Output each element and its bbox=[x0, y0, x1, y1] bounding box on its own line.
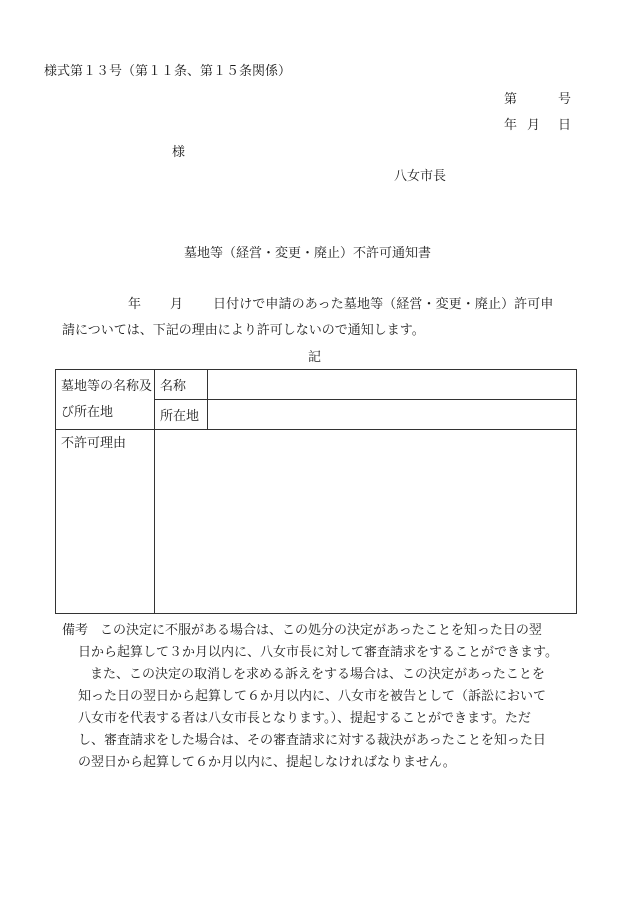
detail-table bbox=[55, 369, 577, 614]
remarks-line-7: の翌日から起算して６か月以内に、提起しなければなりません。 bbox=[78, 755, 456, 770]
body-text-line2: 請については、下記の理由により許可しないので通知します。 bbox=[62, 323, 425, 338]
document-title: 墓地等（経営・変更・廃止）不許可通知書 bbox=[184, 246, 432, 261]
remarks-line-2: 日から起算して３か月以内に、八女市長に対して審査請求をすることができます。 bbox=[78, 645, 558, 660]
remarks-line-3: また、この決定の取消しを求める訴えをする場合は、この決定があったことを bbox=[90, 667, 545, 682]
date-year-label: 年 bbox=[504, 118, 518, 133]
site-label: 墓地等の名称及び所在地 bbox=[61, 379, 153, 420]
remarks-line-5: 八女市を代表する者は八女市長となります。）、提起することができます。ただ bbox=[78, 711, 531, 726]
reason-label: 不許可理由 bbox=[56, 430, 155, 614]
table-row-reason bbox=[56, 430, 577, 614]
remarks-line-4: 知った日の翌日から起算して６か月以内に、八女市を被告として（訴訟において bbox=[78, 689, 547, 704]
date-day-label: 日 bbox=[558, 118, 572, 133]
name-value-field[interactable] bbox=[208, 370, 577, 400]
reason-value-field[interactable] bbox=[155, 430, 577, 614]
table-row-name bbox=[56, 370, 577, 400]
form-number: 様式第１３号（第１１条、第１５条関係） bbox=[44, 64, 292, 79]
name-label: 名称 bbox=[155, 370, 208, 400]
body-month-label: 月 bbox=[170, 297, 184, 312]
body-year-label: 年 bbox=[128, 297, 142, 312]
remarks-line-6: し、審査請求をした場合は、その審査請求に対する裁決があったことを知った日 bbox=[78, 733, 546, 748]
location-label: 所在地 bbox=[155, 400, 208, 430]
ki-heading: 記 bbox=[308, 350, 322, 365]
sender-name: 八女市長 bbox=[394, 169, 447, 184]
remarks-line-1: この決定に不服がある場合は、この処分の決定があったことを知った日の翌 bbox=[100, 623, 542, 638]
doc-number-suffix: 号 bbox=[558, 92, 572, 107]
body-text-line1: 日付けで申請のあった墓地等（経営・変更・廃止）許可申 bbox=[213, 297, 554, 312]
location-value-field[interactable] bbox=[208, 400, 577, 430]
doc-number-prefix: 第 bbox=[504, 92, 518, 107]
remarks-label: 備考 bbox=[62, 623, 89, 638]
site-label-cell bbox=[56, 370, 155, 430]
date-month-label: 月 bbox=[527, 118, 541, 133]
remarks-section bbox=[62, 620, 582, 774]
addressee-honorific: 様 bbox=[172, 145, 186, 160]
